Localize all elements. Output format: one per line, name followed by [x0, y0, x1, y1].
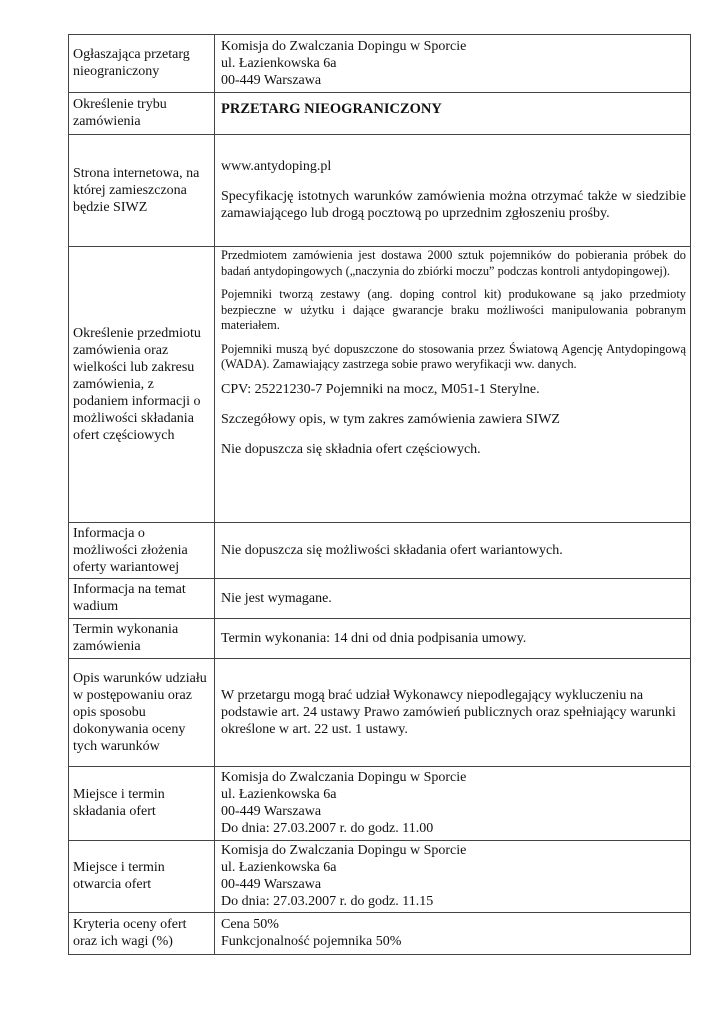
table-row: [69, 35, 691, 93]
subject-paragraph-1: Przedmiotem zamówienia jest dostawa 2000 sztuk pojemników do pobierania próbek do badań antydopingowych („naczynia do zbiórki moczu” podczas kontroli antydopingowej).: [221, 248, 686, 278]
table-row: [69, 93, 691, 135]
address-line: ul. Łazienkowska 6a: [221, 787, 337, 802]
table-row: [69, 659, 691, 767]
subject-paragraph-3: Pojemniki muszą być dopuszczone do stosowania przez Światową Agencję Antydopingową (WADA). Zamawiający zastrzega sobie prawo weryfikacji ww. danych.: [221, 341, 686, 371]
table-row: [69, 913, 691, 955]
row-value: [215, 767, 691, 841]
table-row: [69, 579, 691, 619]
row-label: Informacja na temat wadium: [69, 579, 215, 619]
subject-paragraph-2: Pojemniki tworzą zestawy (ang. doping control kit) produkowane są jako przedmioty bezpieczne w użytku i dające gwarancje braku możliwości manipulowania pobranym materiałem.: [221, 287, 686, 332]
address-line: Komisja do Zwalczania Dopingu w Sporcie: [221, 843, 467, 858]
criterion-line: Funkcjonalność pojemnika 50%: [221, 934, 402, 949]
table-row: [69, 247, 691, 523]
subject-paragraph-5: Nie dopuszcza się składnia ofert częściowych.: [221, 441, 481, 457]
row-value: Nie dopuszcza się możliwości składania ofert wariantowych.: [215, 523, 691, 579]
row-value: W przetargu mogą brać udział Wykonawcy niepodlegający wykluczeniu na podstawie art. 24 ustawy Prawo zamówień publicznych oraz spełniający warunki określone w art. 22 ust. 1 ustawy.: [215, 659, 691, 767]
address-line: ul. Łazienkowska 6a: [221, 860, 337, 875]
row-value: [215, 135, 691, 247]
siwz-note: Specyfikację istotnych warunków zamówienia można otrzymać także w siedzibie zamawiającego lub drogą pocztową po uprzednim zgłoszeniu prośby.: [221, 189, 686, 221]
procedure-type: PRZETARG NIEOGRANICZONY: [221, 101, 442, 117]
subject-paragraph-4: Szczegółowy opis, w tym zakres zamówienia zawiera SIWZ: [221, 411, 560, 427]
row-label: Termin wykonania zamówienia: [69, 619, 215, 659]
table-row: [69, 767, 691, 841]
row-label: Miejsce i termin otwarcia ofert: [69, 841, 215, 913]
table-row: [69, 841, 691, 913]
address-line: 00-449 Warszawa: [221, 877, 322, 892]
row-label: Informacja o możliwości złożenia oferty wariantowej: [69, 523, 215, 579]
criterion-line: Cena 50%: [221, 917, 279, 932]
row-value: [215, 247, 691, 523]
tender-info-table: [68, 34, 691, 955]
row-label: Określenie przedmiotu zamówienia oraz wielkości lub zakresu zamówienia, z podaniem informacji o możliwości składania ofert częściowych: [69, 247, 215, 523]
table-row: [69, 619, 691, 659]
address-line: Komisja do Zwalczania Dopingu w Sporcie: [221, 38, 467, 54]
row-value: Nie jest wymagane.: [215, 579, 691, 619]
row-label: Określenie trybu zamówienia: [69, 93, 215, 135]
row-label: Opis warunków udziału w postępowaniu oraz opis sposobu dokonywania oceny tych warunków: [69, 659, 215, 767]
row-label: Strona internetowa, na której zamieszczona będzie SIWZ: [69, 135, 215, 247]
address-line: 00-449 Warszawa: [221, 804, 322, 819]
row-value: [215, 913, 691, 955]
website-link[interactable]: www.antydoping.pl: [221, 159, 332, 174]
table-row: [69, 523, 691, 579]
row-value: [215, 35, 691, 93]
table-row: [69, 135, 691, 247]
address-line: ul. Łazienkowska 6a: [221, 55, 337, 71]
deadline-line: Do dnia: 27.03.2007 r. do godz. 11.15: [221, 894, 434, 909]
address-line: Komisja do Zwalczania Dopingu w Sporcie: [221, 770, 467, 785]
deadline-line: Do dnia: 27.03.2007 r. do godz. 11.00: [221, 821, 434, 836]
row-label: Kryteria oceny ofert oraz ich wagi (%): [69, 913, 215, 955]
address-line: 00-449 Warszawa: [221, 72, 322, 88]
row-value: [215, 93, 691, 135]
row-label: Ogłaszająca przetarg nieograniczony: [69, 35, 215, 93]
row-label: Miejsce i termin składania ofert: [69, 767, 215, 841]
cpv-code: CPV: 25221230-7 Pojemniki na mocz, M051-1 Sterylne.: [221, 381, 540, 397]
row-value: [215, 841, 691, 913]
row-value: Termin wykonania: 14 dni od dnia podpisania umowy.: [215, 619, 691, 659]
